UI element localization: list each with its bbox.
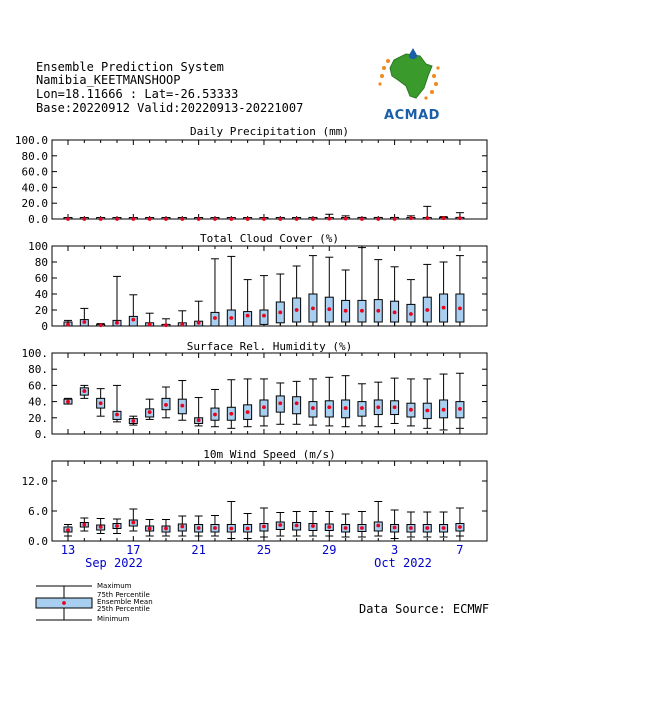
x-tick-label: 3: [390, 543, 399, 557]
mean-marker: [115, 524, 119, 528]
box-16: [309, 217, 317, 221]
mean-marker: [376, 309, 380, 313]
mean-marker: [164, 323, 168, 327]
y-tick-label: 60.: [28, 379, 48, 393]
mean-marker: [311, 217, 315, 221]
mean-marker: [180, 323, 184, 327]
mean-marker: [213, 217, 217, 221]
box-12: [244, 514, 252, 539]
x-tick-label: 21: [191, 543, 206, 557]
box-5: [129, 509, 137, 531]
box-21: [391, 510, 399, 539]
mean-marker: [197, 526, 201, 530]
mean-marker: [131, 521, 135, 525]
box-14: [276, 274, 284, 326]
y-tick-label: 40.0: [21, 181, 48, 195]
box-3: [97, 389, 105, 417]
mean-marker: [246, 527, 250, 531]
legend-label-p75: 75th Percentile: [97, 591, 150, 599]
mean-marker: [246, 217, 250, 221]
box-5: [129, 295, 137, 326]
box-1: [64, 217, 72, 221]
panel-title: Total Cloud Cover (%): [199, 232, 340, 245]
box-7: [162, 387, 170, 418]
mean-marker: [262, 217, 266, 221]
box-9: [195, 301, 203, 326]
box-12: [244, 280, 252, 326]
y-tick-label: 20: [34, 304, 48, 317]
legend-label-maximum: Maximum: [97, 582, 132, 590]
box-14: [276, 217, 284, 221]
y-tick-label: 6.0: [28, 505, 48, 518]
box-1: [64, 320, 72, 326]
box-10: [211, 516, 219, 537]
mean-marker: [376, 217, 380, 221]
panel-title: 10m Wind Speed (m/s): [203, 448, 336, 461]
mean-marker: [213, 316, 217, 320]
mean-marker: [115, 217, 119, 221]
box-19: [358, 512, 366, 538]
mean-marker: [458, 307, 462, 311]
header-title: Ensemble Prediction System: [36, 60, 224, 74]
y-tick-label: 40: [34, 288, 48, 301]
box-11: [227, 217, 235, 221]
box-4: [113, 519, 121, 534]
y-tick-label: 80: [34, 256, 48, 269]
box-13: [260, 217, 268, 221]
mean-marker: [376, 405, 380, 409]
y-tick-label: 0.0: [28, 213, 48, 226]
mean-marker: [393, 311, 397, 315]
mean-marker: [99, 217, 103, 221]
mean-marker: [311, 524, 315, 528]
mean-marker: [458, 525, 462, 529]
box-4: [113, 217, 121, 221]
mean-marker: [344, 526, 348, 530]
mean-marker: [425, 526, 429, 530]
box-16: [309, 256, 317, 326]
box-4: [113, 276, 121, 326]
box-20: [374, 502, 382, 537]
mean-marker: [66, 528, 70, 532]
mean-marker: [246, 314, 250, 318]
box-24: [440, 262, 448, 326]
box-9: [195, 398, 203, 426]
box-10: [211, 217, 219, 221]
mean-marker: [164, 403, 168, 407]
mean-marker: [442, 526, 446, 530]
box-15: [293, 381, 301, 424]
mean-marker: [360, 406, 364, 410]
mean-marker: [327, 405, 331, 409]
box-22: [407, 216, 415, 220]
mean-marker: [148, 527, 152, 531]
mean-marker: [66, 217, 70, 221]
mean-marker: [295, 217, 299, 221]
box-23: [423, 206, 431, 220]
mean-marker: [344, 309, 348, 313]
mean-marker: [213, 526, 217, 530]
box-9: [195, 217, 203, 221]
month-label: Sep 2022: [85, 556, 143, 570]
mean-marker: [197, 418, 201, 422]
mean-marker: [393, 526, 397, 530]
box-3: [97, 217, 105, 221]
mean-marker: [295, 401, 299, 405]
mean-marker: [409, 216, 413, 220]
box-25: [456, 213, 464, 220]
mean-marker: [213, 413, 217, 417]
box-20: [374, 260, 382, 326]
box-13: [260, 276, 268, 326]
panel-title: Daily Precipitation (mm): [190, 125, 349, 138]
mean-marker: [278, 401, 282, 405]
mean-marker: [82, 217, 86, 221]
y-tick-label: 0.0: [28, 535, 48, 548]
mean-marker: [180, 404, 184, 408]
mean-marker: [409, 526, 413, 530]
box-18: [342, 216, 350, 221]
box-8: [178, 381, 186, 421]
legend-label-p25: 25th Percentile: [97, 605, 150, 613]
y-tick-label: 20.: [28, 411, 48, 425]
box-13: [260, 379, 268, 426]
y-tick-label: 0: [41, 320, 48, 333]
box-9: [195, 516, 203, 536]
box-8: [178, 311, 186, 327]
x-tick-label: 13: [60, 543, 76, 557]
mean-marker: [425, 409, 429, 413]
y-tick-label: 100: [28, 240, 48, 253]
mean-marker: [148, 217, 152, 221]
mean-marker: [262, 314, 266, 318]
box-15: [293, 266, 301, 326]
mean-marker: [425, 308, 429, 312]
box-10: [211, 259, 219, 326]
box-21: [391, 217, 399, 221]
y-tick-label: 12.0: [21, 475, 48, 488]
data-source-label: Data Source: ECMWF: [359, 602, 490, 616]
box-16: [309, 512, 317, 537]
box-14: [276, 513, 284, 537]
box-23: [423, 264, 431, 326]
panel-4: [22, 448, 488, 548]
box-21: [391, 378, 399, 423]
box-18: [342, 270, 350, 326]
y-tick-label: 60: [34, 272, 48, 285]
box-3: [97, 519, 105, 534]
box-7: [162, 217, 170, 221]
box-25: [456, 256, 464, 326]
mean-marker: [131, 419, 135, 423]
box-3: [97, 323, 105, 327]
box-15: [293, 217, 301, 221]
box-23: [423, 512, 431, 537]
box-7: [162, 520, 170, 537]
box-22: [407, 280, 415, 326]
mean-marker: [131, 217, 135, 221]
box-7: [162, 319, 170, 327]
box-20: [374, 382, 382, 427]
box-11: [227, 256, 235, 326]
mean-marker: [99, 525, 103, 529]
mean-marker: [229, 217, 233, 221]
mean-marker: [295, 308, 299, 312]
mean-marker: [115, 413, 119, 417]
box-8: [178, 217, 186, 221]
mean-marker: [458, 216, 462, 220]
box-24: [440, 512, 448, 537]
mean-marker: [458, 407, 462, 411]
panel-2: [28, 232, 487, 333]
box-15: [293, 512, 301, 537]
mean-marker: [344, 406, 348, 410]
mean-marker: [409, 312, 413, 316]
box-1: [64, 398, 72, 404]
mean-marker: [278, 217, 282, 221]
mean-marker: [360, 217, 364, 221]
panel-1: [15, 125, 487, 226]
box-2: [80, 385, 88, 398]
mean-marker: [99, 401, 103, 405]
mean-marker: [311, 307, 315, 311]
iqr-box: [293, 397, 301, 414]
mean-marker: [278, 311, 282, 315]
y-tick-label: 80.0: [21, 149, 48, 163]
box-11: [227, 380, 235, 429]
mean-marker: [393, 217, 397, 221]
box-17: [325, 512, 333, 537]
mean-marker: [327, 307, 331, 311]
box-12: [244, 379, 252, 427]
box-12: [244, 217, 252, 221]
mean-marker: [311, 406, 315, 410]
x-tick-label: 25: [256, 543, 272, 557]
mean-marker: [99, 323, 103, 327]
mean-marker: [360, 526, 364, 530]
mean-marker: [425, 216, 429, 220]
box-2: [80, 308, 88, 326]
legend-label-mean: Ensemble Mean: [97, 598, 153, 606]
mean-marker: [197, 321, 201, 325]
mean-marker: [262, 525, 266, 529]
box-20: [374, 217, 382, 221]
box-21: [391, 267, 399, 326]
box-22: [407, 379, 415, 426]
panel-title: Surface Rel. Humidity (%): [186, 340, 353, 353]
y-tick-label: 80.: [28, 363, 48, 377]
mean-marker: [197, 217, 201, 221]
mean-marker: [229, 316, 233, 320]
mean-marker: [246, 410, 250, 414]
box-5: [129, 217, 137, 221]
y-tick-label: 100.: [21, 347, 48, 360]
mean-marker: [229, 412, 233, 416]
mean-marker: [148, 410, 152, 414]
box-13: [260, 508, 268, 537]
mean-marker: [327, 217, 331, 221]
x-tick-label: 17: [126, 543, 141, 557]
mean-marker: [115, 321, 119, 325]
mean-marker: [148, 323, 152, 327]
mean-marker: [82, 389, 86, 393]
y-tick-label: 60.0: [21, 165, 48, 179]
mean-marker: [442, 408, 446, 412]
mean-marker: [278, 523, 282, 527]
header-coordinates: Lon=18.11666 : Lat=-26.53333: [36, 87, 239, 101]
box-8: [178, 516, 186, 536]
mean-marker: [180, 217, 184, 221]
box-25: [456, 508, 464, 536]
box-19: [358, 248, 366, 326]
box-24: [440, 216, 448, 220]
mean-marker: [262, 405, 266, 409]
plot-frame: [52, 140, 487, 219]
y-tick-label: 40.: [28, 395, 48, 409]
box-2: [80, 217, 88, 221]
mean-marker: [164, 527, 168, 531]
mean-marker: [66, 400, 70, 404]
legend-label-minimum: Minimum: [97, 615, 130, 623]
mean-marker: [442, 306, 446, 310]
mean-marker: [360, 309, 364, 313]
month-label: Oct 2022: [374, 556, 432, 570]
box-11: [227, 502, 235, 539]
mean-marker: [164, 217, 168, 221]
mean-marker: [82, 320, 86, 324]
x-tick-label: 7: [456, 543, 464, 557]
y-tick-label: 0.: [34, 428, 48, 441]
box-17: [325, 377, 333, 426]
mean-marker: [409, 408, 413, 412]
box-17: [325, 257, 333, 326]
box-16: [309, 379, 317, 425]
mean-marker: [82, 523, 86, 527]
box-14: [276, 383, 284, 424]
box-24: [440, 374, 448, 430]
panel-3: [22, 340, 488, 441]
box-23: [423, 379, 431, 428]
y-tick-label: 100.0: [14, 134, 48, 147]
box-25: [456, 373, 464, 428]
mean-marker: [66, 323, 70, 327]
box-18: [342, 376, 350, 427]
box-6: [146, 313, 154, 326]
box-6: [146, 399, 154, 419]
mean-marker: [180, 525, 184, 529]
box-6: [146, 520, 154, 537]
mean-marker: [229, 527, 233, 531]
box-6: [146, 217, 154, 221]
mean-marker: [393, 405, 397, 409]
box-22: [407, 512, 415, 537]
mean-marker: [376, 524, 380, 528]
mean-marker: [344, 217, 348, 221]
box-18: [342, 514, 350, 537]
box-10: [211, 389, 219, 426]
mean-marker: [295, 524, 299, 528]
box-19: [358, 384, 366, 426]
header-dates: Base:20220912 Valid:20220913-20221007: [36, 101, 304, 115]
box-1: [64, 525, 72, 537]
legend-mean-marker: [62, 601, 66, 605]
header-station: Namibia_KEETMANSHOOP: [36, 73, 181, 87]
box-19: [358, 217, 366, 221]
mean-marker: [442, 216, 446, 220]
mean-marker: [327, 525, 331, 529]
acmad-logo-text: ACMAD: [384, 108, 440, 123]
box-4: [113, 385, 121, 421]
mean-marker: [131, 318, 135, 322]
box-17: [325, 214, 333, 220]
x-tick-label: 29: [322, 543, 337, 557]
box-2: [80, 518, 88, 531]
legend-glyph: [36, 586, 92, 620]
y-tick-label: 20.0: [21, 197, 48, 211]
box-5: [129, 416, 137, 425]
